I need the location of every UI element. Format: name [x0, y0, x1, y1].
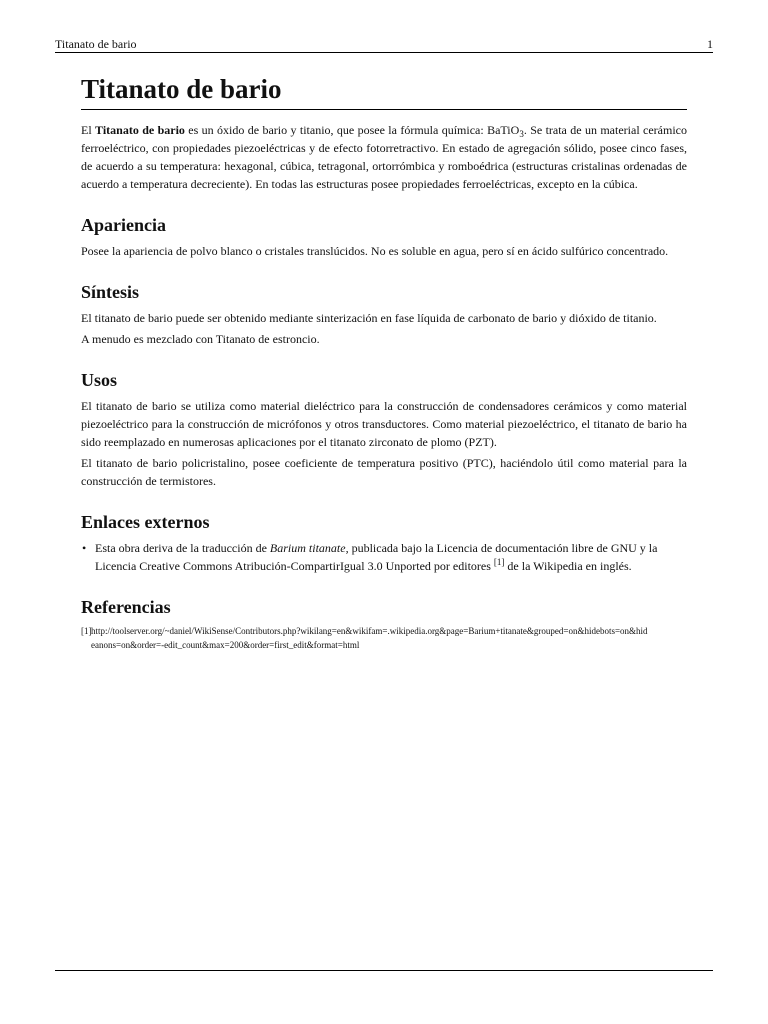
source-article-title: Barium titanate,	[269, 541, 349, 555]
reference-url-link[interactable]: http://toolserver.org/~daniel/WikiSense/Contributors.php?wikilang=en&wikifam=.wikipedia.org&page=Barium+titanate&grouped=on&hidebots=on&hideanons=on&order=-edit_count&max=200&order=first_edit&format=html	[91, 626, 648, 650]
heading-referencias: Referencias	[81, 597, 171, 617]
section-sintesis	[81, 280, 687, 348]
intro-term: Titanato de bario	[95, 123, 185, 137]
article-body	[81, 72, 687, 652]
external-link-text-post: de la Wikipedia en inglés.	[504, 559, 632, 573]
external-links-list	[81, 539, 687, 575]
intro-text-post: . Se trata de un material cerámico ferroeléctrico, con propiedades piezoeléctricas y de efecto fotorretractivo. En estado de agregación sólido, posee cinco fases, de acuerdo a su temperatura: hexagonal, cúbica, tetragonal, ortorrómbica y romboédrica (estructuras cristalinas ordenadas de acuerdo a temperatura decreciente). En todas las estructuras posee propiedades ferroeléctricas, excepto en la cúbica.	[81, 123, 687, 191]
list-item	[81, 539, 687, 575]
section-enlaces-externos	[81, 510, 687, 575]
heading-sintesis: Síntesis	[81, 282, 140, 302]
footer-rule	[55, 970, 713, 971]
sintesis-paragraph-2: A menudo es mezclado con Titanato de estroncio.	[81, 332, 320, 346]
page-number: 1	[707, 37, 713, 51]
intro-text-mid: es un óxido de bario y titanio, que posee la fórmula química: BaTiO	[184, 123, 520, 137]
section-usos	[81, 368, 687, 490]
heading-usos: Usos	[81, 370, 118, 390]
reference-entry	[81, 624, 687, 652]
external-link-text-pre: Esta obra deriva de la traducción de	[95, 541, 270, 555]
usos-paragraph-1: El titanato de bario se utiliza como material dieléctrico para la construcción de condensadores cerámicos y como material piezoeléctrico para la construcción de micrófonos y otros transductores. Como material piezoeléctrico, el titanato de bario ha sido reemplazado en numerosas aplicaciones por el titanato zirconato de plomo (PZT).	[81, 399, 687, 449]
running-header	[55, 36, 713, 53]
running-header-title: Titanato de bario	[55, 37, 137, 51]
reference-number: [1]	[81, 626, 92, 636]
formula-subscript: 3	[519, 129, 524, 139]
external-link-text-mid: publicada bajo la Licencia de documentación libre de GNU y la Licencia Creative Commons Atribución-CompartirIgual 3.0 Unported por editores	[95, 541, 658, 573]
heading-enlaces-externos: Enlaces externos	[81, 512, 210, 532]
page-title: Titanato de bario	[81, 72, 687, 110]
intro-text-pre: El	[81, 123, 96, 137]
usos-paragraph-2: El titanato de bario policristalino, posee coeficiente de temperatura positivo (PTC), haciéndolo útil como material para la construcción de termistores.	[81, 456, 687, 488]
section-apariencia	[81, 213, 687, 260]
sintesis-paragraph-1: El titanato de bario puede ser obtenido mediante sinterización en fase líquida de carbonato de bario y dióxido de titanio.	[81, 311, 657, 325]
section-referencias	[81, 595, 687, 652]
bullet-icon: •	[82, 541, 87, 555]
heading-apariencia: Apariencia	[81, 215, 166, 235]
intro-paragraph	[81, 121, 687, 193]
reference-link[interactable]: [1]	[493, 557, 505, 567]
apariencia-paragraph: Posee la apariencia de polvo blanco o cristales translúcidos. No es soluble en agua, pero sí en ácido sulfúrico concentrado.	[81, 244, 669, 258]
